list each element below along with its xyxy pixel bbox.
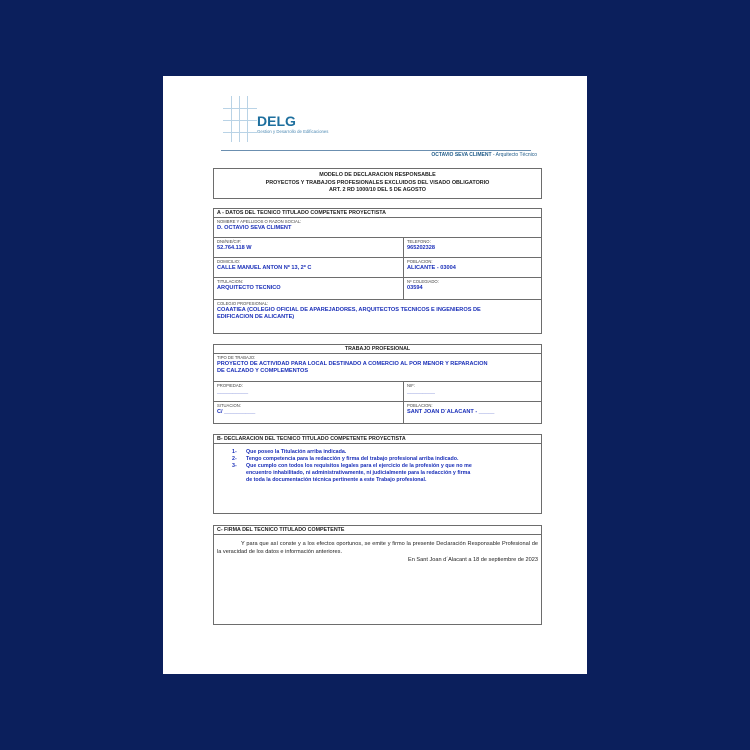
document-title-box <box>213 168 542 199</box>
colegiado-label: Nº COLEGIADO: <box>407 279 439 284</box>
poblacion-label: POBLACION: <box>407 259 433 264</box>
nombre-label: NOMBRE Y APELLIDOS O RAZON SOCIAL: <box>217 219 302 224</box>
list-item: 1- Que poseo la Titulación arriba indicada. <box>232 449 347 455</box>
work-heading: TRABAJO PROFESIONAL <box>214 345 541 354</box>
tipo-value-line-2: DE CALZADO Y COMPLEMENTOS <box>217 367 309 374</box>
titulacion-value: ARQUITECTO TECNICO <box>217 284 281 291</box>
author-role: Arquitecto Técnico <box>495 152 537 158</box>
dni-label: DNI/NIE/CIF: <box>217 239 242 244</box>
title-line-3: ART. 2 RD 1000/10 DEL 5 DE AGOSTO <box>329 187 426 194</box>
nif-value: _________ <box>407 388 435 395</box>
nombre-value: D. OCTAVIO SEVA CLIMENT <box>217 224 292 231</box>
colegiado-value: 03594 <box>407 284 423 291</box>
section-b-declaration <box>213 434 542 514</box>
domicilio-label: DOMICILIO: <box>217 259 241 264</box>
logo-name: DELG <box>257 113 296 129</box>
colegio-label: COLEGIO PROFESIONAL: <box>217 301 269 306</box>
propiedad-value: __________ <box>217 388 249 395</box>
titulacion-label: TITULACION: <box>217 279 244 284</box>
author-name: OCTAVIO SEVA CLIMENT <box>431 152 492 158</box>
header-rule <box>221 150 531 151</box>
section-a-technician-data <box>213 208 542 334</box>
title-line-1: MODELO DE DECLARACION RESPONSABLE <box>319 172 436 178</box>
list-item: 3- Que cumplo con todos los requisitos legales para el ejercicio de la profesión y que no me encuentro inhabilitado, ni administrativamente, ni judicialmente para la redacción y firma de toda la documentación técnica pertinente a este Trabajo profesional. <box>232 463 472 483</box>
section-c-signature <box>213 525 542 625</box>
propiedad-label: PROPIEDAD: <box>217 383 243 388</box>
document-page <box>163 76 587 674</box>
situacion-value: C/ __________ <box>217 408 256 415</box>
telefono-label: TELEFONO: <box>407 239 431 244</box>
logo-tagline: Gestion y Desarrollo de Edificaciones <box>257 129 329 134</box>
title-line-2: PROYECTOS Y TRABAJOS PROFESIONALES EXCLUIDOS DEL VISADO OBLIGATORIO <box>265 179 490 186</box>
tipo-label: TIPO DE TRABAJO: <box>217 355 256 360</box>
section-professional-work <box>213 344 542 424</box>
company-logo <box>223 96 363 146</box>
signature-paragraph: Y para que así conste y a los efectos oportunos, se emite y firmo la presente Declaración Responsable Profesional de la veracidad de los datos e información anteriores. <box>217 541 538 555</box>
section-b-heading: B- DECLARACION DEL TECNICO TITULADO COMPETENTE PROYECTISTA <box>214 435 541 444</box>
colegio-value-line-2: EDIFICACION DE ALICANTE) <box>217 313 295 320</box>
situacion-label: SITUACION: <box>217 403 241 408</box>
section-a-heading: A - DATOS DEL TECNICO TITULADO COMPETENTE PROYECTISTA <box>214 209 541 218</box>
declaration-list <box>214 444 541 484</box>
section-c-heading: C- FIRMA DEL TECNICO TITULADO COMPETENTE <box>214 526 541 535</box>
list-item: 2- Tengo competencia para la redacción y firma del trabajo profesional arriba indicado. <box>232 456 459 462</box>
author-header: OCTAVIO SEVA CLIMENT - Arquitecto Técnico <box>431 152 537 158</box>
tipo-value-line-1: PROYECTO DE ACTIVIDAD PARA LOCAL DESTINADO A COMERCIO AL POR MENOR Y REPARACION <box>217 360 488 367</box>
signature-date: En Sant Joan d´Alacant a 18 de septiembre de 2023 <box>408 557 538 563</box>
dni-value: 52.764.118 W <box>217 244 252 251</box>
domicilio-value: CALLE MANUEL ANTON Nº 13, 2º C <box>217 264 312 271</box>
poblacion-value: ALICANTE - 03004 <box>407 264 456 271</box>
telefono-value: 965202328 <box>407 244 435 251</box>
work-poblacion-label: POBLACION: <box>407 403 433 408</box>
work-poblacion-value: SANT JOAN D´ALACANT - _____ <box>407 408 495 415</box>
colegio-value-line-1: COAATIEA (COLEGIO OFICIAL DE APAREJADORES, ARQUITECTOS TECNICOS E INGENIEROS DE <box>217 306 481 313</box>
nif-label: NIF: <box>407 383 415 388</box>
